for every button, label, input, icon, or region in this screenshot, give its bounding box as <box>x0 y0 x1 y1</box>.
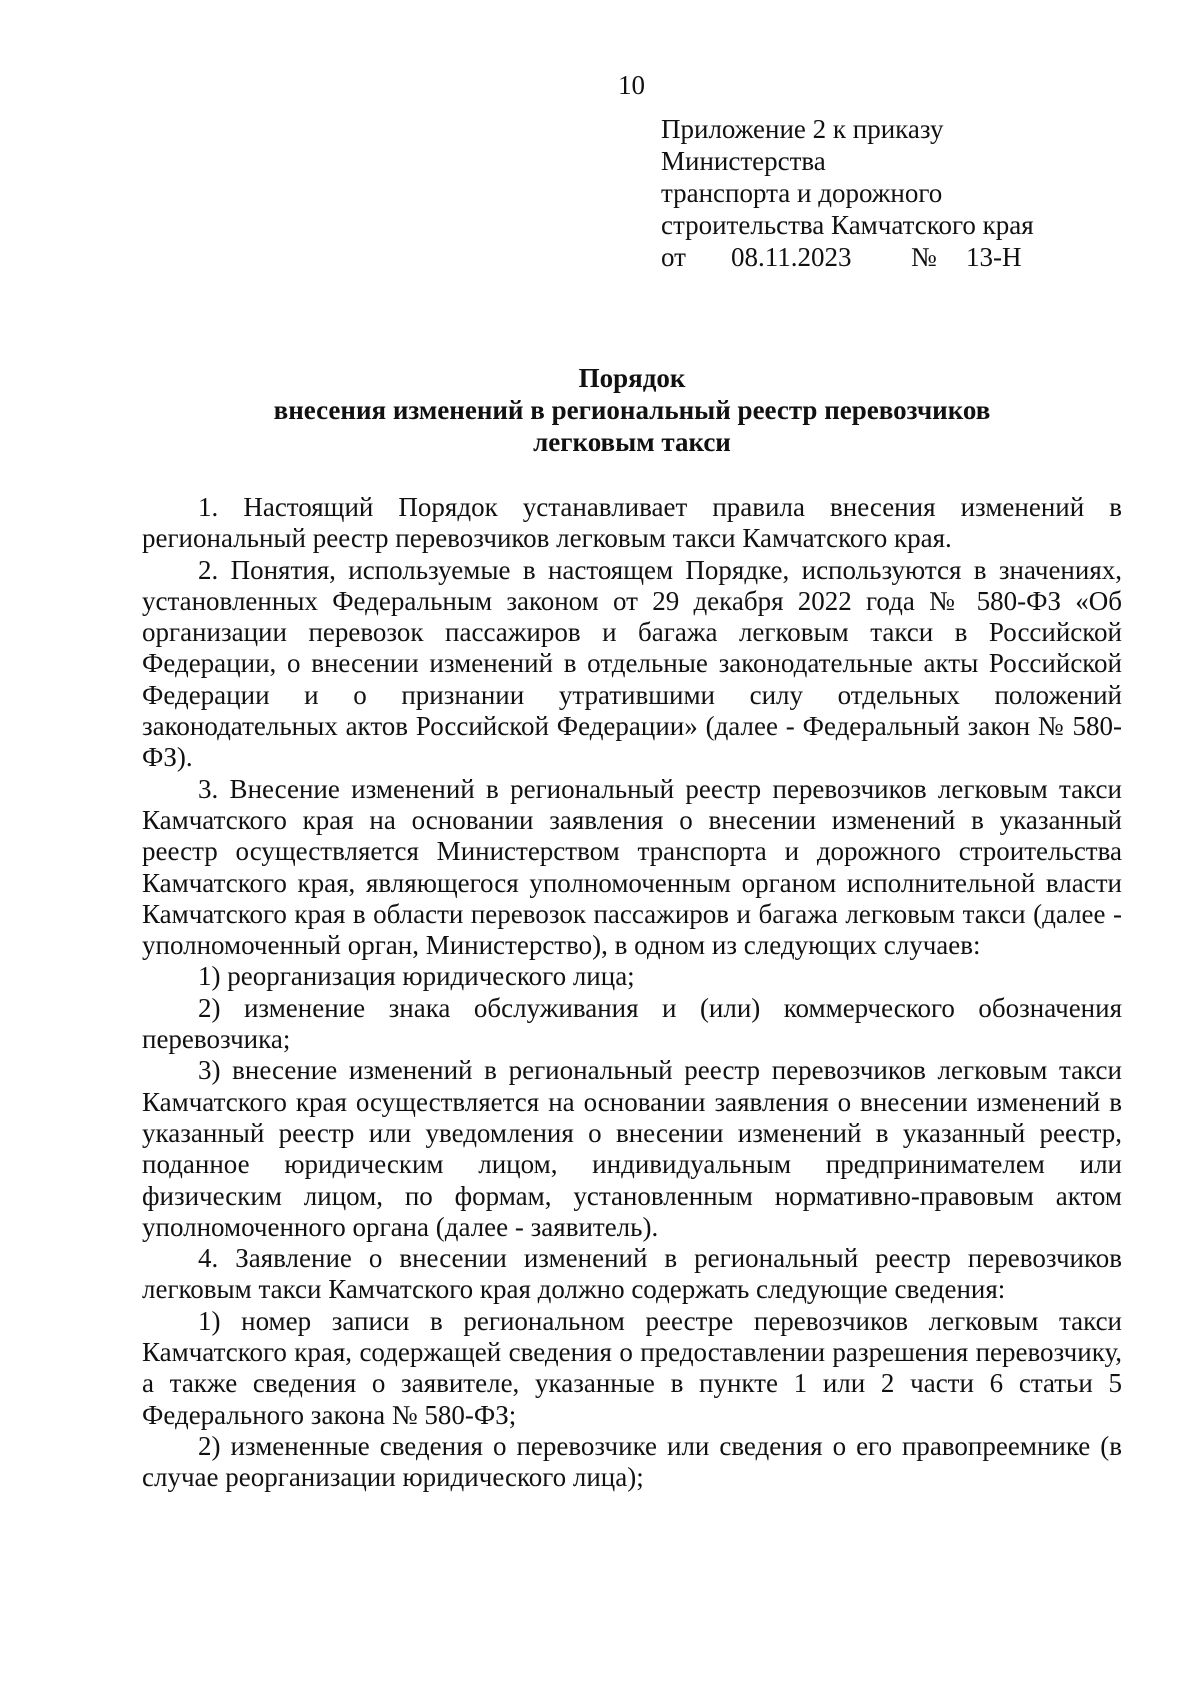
page-number: 10 <box>618 70 645 100</box>
paragraph-4: 4. Заявление о внесении изменений в региональный реестр перевозчиков легковым такси Камчатского края должно содержать следующие сведения: <box>142 1243 1122 1305</box>
appendix-line-1: Приложение 2 к приказу <box>661 114 944 144</box>
title-line-3: легковым такси <box>533 427 731 457</box>
order-from-label: от <box>661 242 686 272</box>
list-item-4-2: 2) измененные сведения о перевозчике или сведения о его правопреемнике (в случае реорганизации юридического лица); <box>142 1430 1122 1493</box>
order-date-number-line <box>661 241 1034 273</box>
appendix-header <box>661 113 1034 273</box>
paragraph-1: 1. Настоящий Порядок устанавливает правила внесения изменений в региональный реестр перевозчиков легковым такси Камчатского края. <box>142 492 1122 554</box>
list-item-3-1: 1) реорганизация юридического лица; <box>198 961 635 992</box>
title-line-1: Порядок <box>578 363 686 393</box>
order-number: 13-Н <box>966 242 1022 272</box>
title-line-2: внесения изменений в региональный реестр перевозчиков <box>273 395 991 425</box>
paragraph-3: 3. Внесение изменений в региональный реестр перевозчиков легковым такси Камчатского края на основании заявления о внесении изменений в указанный реестр осуществляется Министерством транспорта и дорожного строительства Камчатского края, являющегося уполномоченным органом исполнительной власти Камчатского края в области перевозок пассажиров и багажа легковым такси (далее - уполномоченный орган, Министерство), в одном из следующих случаев: <box>142 773 1122 961</box>
appendix-line-4: строительства Камчатского края <box>661 210 1034 240</box>
document-title <box>142 362 1122 458</box>
order-number-sign: № <box>911 242 937 272</box>
list-item-3-3: 3) внесение изменений в региональный реестр перевозчиков легковым такси Камчатского края осуществляется на основании заявления о внесении изменений в указанный реестр или уведомления о внесении изменений в указанный реестр, поданное юридическим лицом, индивидуальным предпринимателем или физическим лицом, по формам, установленным нормативно-правовым актом уполномоченного органа (далее - заявитель). <box>142 1055 1122 1242</box>
list-item-3-2: 2) изменение знака обслуживания и (или) коммерческого обозначения перевозчика; <box>142 992 1122 1055</box>
list-item-4-1: 1) номер записи в региональном реестре перевозчиков легковым такси Камчатского края, содержащей сведения о предоставлении разрешения перевозчику, а также сведения о заявителе, указанные в пункте 1 или 2 части 6 статьи 5 Федерального закона № 580-ФЗ; <box>142 1305 1122 1430</box>
paragraph-2: 2. Понятия, используемые в настоящем Порядке, используются в значениях, установленных Федеральным законом от 29 декабря 2022 года № 580-ФЗ «Об организации перевозок пассажиров и багажа легковым такси в Российской Федерации, о внесении изменений в отдельные законодательные акты Российской Федерации и о признании утратившими силу отдельных положений законодательных актов Российской Федерации» (далее - Федеральный закон № 580-ФЗ). <box>142 554 1122 773</box>
appendix-line-3: транспорта и дорожного <box>661 178 943 208</box>
document-body <box>142 492 1122 1494</box>
appendix-line-2: Министерства <box>661 146 826 176</box>
order-date: 08.11.2023 <box>731 242 852 272</box>
